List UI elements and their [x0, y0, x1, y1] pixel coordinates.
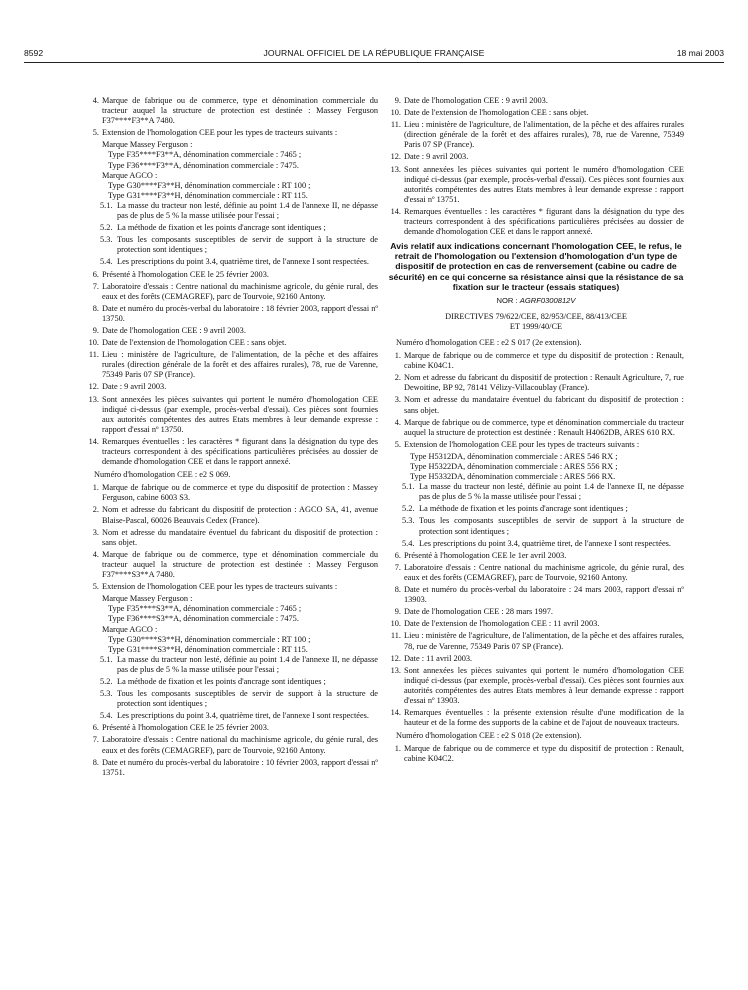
item-text: Remarques éventuelles : la présente extension résulte d'une modification de la hauteur et de la forme des supports de la cabine et de l'ajout de nouveaux tracteurs.	[404, 708, 684, 728]
item-text: Date : 9 avril 2003.	[102, 382, 167, 392]
numbered-item	[388, 551, 684, 561]
item-number: 7.	[92, 281, 99, 291]
item-text: Date : 9 avril 2003.	[404, 152, 469, 162]
item-number: 13.	[88, 394, 99, 404]
numbered-item	[388, 666, 684, 706]
item-text: La méthode de fixation et les points d'ancrage sont identiques ;	[117, 223, 326, 233]
numbered-item	[388, 585, 684, 605]
item-text: Les prescriptions du point 3.4, quatrième tiret, de l'annexe I sont respectées.	[117, 257, 369, 267]
item-number: 10.	[390, 619, 401, 629]
numbered-item	[388, 152, 684, 162]
right-column	[388, 96, 684, 767]
item-number: 5.	[394, 439, 401, 449]
item-number: 12.	[390, 152, 401, 162]
numbered-item	[86, 128, 378, 138]
issue-date: 18 mai 2003	[676, 48, 724, 58]
item-number: 8.	[92, 303, 99, 313]
header-rule	[24, 62, 724, 63]
item-text: Marque de fabrique ou de commerce et type du dispositif de protection : Renault, cabine K04C1.	[404, 351, 684, 371]
numbered-item	[86, 723, 378, 733]
item-text: Date de l'extension de l'homologation CEE : sans objet.	[404, 108, 589, 118]
item-text: Nom et adresse du mandataire éventuel du fabricant du dispositif de protection : sans objet.	[102, 527, 378, 547]
item-number: 2.	[92, 505, 99, 515]
item-number: 4.	[92, 549, 99, 559]
item-number: 9.	[394, 607, 401, 617]
numbered-item	[388, 96, 684, 106]
journal-title: JOURNAL OFFICIEL DE LA RÉPUBLIQUE FRANÇAISE	[263, 48, 485, 58]
numbered-item	[86, 582, 378, 592]
numbered-item	[86, 96, 378, 126]
item-number: 2.	[394, 373, 401, 383]
numbered-item	[388, 165, 684, 205]
tractor-type-line: Type H5332DA, dénomination commerciale : ARES 566 RX.	[410, 472, 616, 482]
item-text: Marque de fabrique ou de commerce, type et dénomination commerciale du tracteur auquel la structure de protection est destinée : Massey Ferguson F37****S3**A 7480.	[102, 549, 378, 580]
item-number: 14.	[390, 206, 401, 216]
item-text: La masse du tracteur non lesté, définie au point 1.4 de l'annexe II, ne dépasse pas de plus de 5 % la masse utilisée pour l'essai ;	[117, 654, 378, 674]
item-text: Remarques éventuelles : les caractères * figurant dans la désignation du type des tracteurs correspondent à des spécifications particulières précisées au dossier de demande d'homologation CEE et dans le rapport annexé.	[404, 206, 684, 237]
item-number: 10.	[88, 338, 99, 348]
item-number: 4.	[92, 96, 99, 105]
item-text: Date de l'homologation CEE : 28 mars 1997.	[404, 607, 553, 617]
item-text: Nom et adresse du fabricant du dispositif de protection : AGCO SA, 41, avenue Blaise-Pascal, 60026 Beauvais Cedex (France).	[102, 505, 378, 525]
item-text: La méthode de fixation et les points d'ancrage sont identiques ;	[419, 504, 628, 514]
item-number: 5.4.	[100, 711, 113, 721]
item-number: 6.	[92, 723, 99, 733]
item-number: 6.	[394, 550, 401, 560]
item-number: 7.	[394, 562, 401, 572]
item-number: 3.	[394, 395, 401, 405]
item-number: 1.	[394, 744, 401, 754]
item-number: 12.	[88, 382, 99, 392]
numbered-item	[86, 304, 378, 324]
homologation-number: Numéro d'homologation CEE : e2 S 017 (2e extension).	[396, 337, 582, 347]
item-text: Laboratoire d'essais : Centre national du machinisme agricole, du génie rural, des eaux et des forêts (CEMAGREF), parc de Tourvoie, 92160 Antony.	[404, 562, 684, 582]
numbered-item	[388, 708, 684, 728]
item-text: Les prescriptions du point 3.4, quatrième tiret, de l'annexe I sont respectées.	[419, 538, 671, 548]
item-text: Extension de l'homologation CEE pour les types de tracteurs suivants :	[102, 582, 338, 592]
item-text: Date : 11 avril 2003.	[404, 653, 473, 663]
numbered-item	[86, 395, 378, 435]
tractor-type-line: Type F36****F3**A, dénomination commerciale : 7475.	[108, 160, 299, 170]
tractor-type-line: Marque Massey Ferguson :	[102, 140, 193, 150]
tractor-type-line: Type G30****S3**H, dénomination commerciale : RT 100 ;	[108, 634, 311, 644]
tractor-type-line: Marque AGCO :	[102, 624, 158, 634]
item-text: Extension de l'homologation CEE pour les types de tracteurs suivants :	[102, 128, 338, 138]
item-text: Date de l'extension de l'homologation CEE : 11 avril 2003.	[404, 619, 600, 629]
item-number: 5.3.	[100, 235, 113, 245]
numbered-item	[86, 528, 378, 548]
item-number: 14.	[390, 708, 401, 718]
item-number: 5.1.	[100, 200, 113, 210]
item-text: Présenté à l'homologation CEE le 25 février 2003.	[102, 269, 269, 279]
item-number: 5.3.	[402, 516, 415, 526]
item-text: Tous les composants susceptibles de servir de support à la structure de protection sont identiques ;	[117, 235, 378, 255]
numbered-item	[86, 735, 378, 755]
item-number: 5.	[92, 128, 99, 138]
sub-item	[86, 655, 378, 675]
item-text: La méthode de fixation et les points d'ancrage sont identiques ;	[117, 676, 326, 686]
numbered-item	[86, 550, 378, 580]
item-number: 5.3.	[100, 689, 113, 699]
item-number: 11.	[88, 350, 99, 360]
item-number: 1.	[92, 483, 99, 493]
left-column	[86, 96, 378, 780]
numbered-item	[388, 395, 684, 415]
numbered-item	[388, 373, 684, 393]
numbered-item	[86, 350, 378, 380]
item-text: Tous les composants susceptibles de servir de support à la structure de protection sont identiques ;	[419, 516, 684, 536]
tractor-type-line: Type G30****F3**H, dénomination commerciale : RT 100 ;	[108, 180, 311, 190]
item-text: Date et numéro du procès-verbal du laboratoire : 10 février 2003, rapport d'essai nº 13751.	[102, 757, 378, 777]
numbered-item	[86, 270, 378, 280]
item-number: 9.	[394, 96, 401, 105]
numbered-item	[86, 437, 378, 467]
item-number: 6.	[92, 269, 99, 279]
nor-reference	[388, 296, 684, 306]
item-text: Nom et adresse du mandataire éventuel du fabricant du dispositif de protection : sans objet.	[404, 395, 684, 415]
item-text: Date de l'homologation CEE : 9 avril 2003.	[102, 325, 246, 335]
item-text: Extension de l'homologation CEE pour les types de tracteurs suivants :	[404, 439, 640, 449]
sub-item	[86, 257, 378, 267]
item-text: Marque de fabrique ou de commerce, type et dénomination commerciale du tracteur auquel la structure de protection est destinée : Massey Ferguson F37****F3**A 7480.	[102, 96, 378, 126]
item-text: Tous les composants susceptibles de servir de support à la structure de protection sont identiques ;	[117, 689, 378, 709]
tractor-type-line: Type F35****S3**A, dénomination commerciale : 7465 ;	[108, 604, 302, 614]
sub-item	[388, 504, 684, 514]
tractor-type-line: Type H5322DA, dénomination commerciale : ARES 556 RX ;	[410, 462, 618, 471]
sub-item	[86, 235, 378, 255]
tractor-type-line: Type F36****S3**A, dénomination commerciale : 7475.	[108, 614, 299, 624]
item-number: 8.	[394, 585, 401, 595]
item-number: 5.4.	[100, 257, 113, 267]
item-number: 13.	[390, 665, 401, 675]
item-text: Nom et adresse du fabricant du dispositif de protection : Renault Agriculture, 7, rue Dewoitine, BP 92, 78141 Vélizy-Villacoublay (France).	[404, 373, 684, 393]
tractor-type-line: Marque AGCO :	[102, 170, 158, 180]
item-number: 5.2.	[100, 676, 113, 686]
item-number: 13.	[390, 164, 401, 174]
numbered-item	[388, 108, 684, 118]
item-text: Date de l'extension de l'homologation CEE : sans objet.	[102, 338, 287, 348]
numbered-item	[86, 758, 378, 778]
item-text: Présenté à l'homologation CEE le 25 février 2003.	[102, 723, 269, 733]
item-text: Les prescriptions du point 3.4, quatrième tiret, de l'annexe I sont respectées.	[117, 711, 369, 721]
nor-code: AGRF0300812V	[519, 295, 576, 305]
tractor-type-line: Marque Massey Ferguson :	[102, 594, 193, 604]
item-text: La masse du tracteur non lesté, définie au point 1.4 de l'annexe II, ne dépasse pas de plus de 5 % la masse utilisée pour l'essai ;	[419, 482, 684, 502]
sub-item	[388, 539, 684, 549]
numbered-item	[86, 505, 378, 525]
item-text: Lieu : ministère de l'agriculture, de l'alimentation, de la pêche et des affaires rurales (direction générale de la forêt et des affaires rurales), 78, rue de Varenne, 75349 Paris 07 SP (France).	[404, 120, 684, 150]
numbered-item	[86, 382, 378, 392]
item-text: Laboratoire d'essais : Centre national du machinisme agricole, du génie rural, des eaux et des forêts (CEMAGREF), parc de Tourvoie, 92160 Antony.	[102, 281, 378, 301]
numbered-item	[388, 418, 684, 438]
item-number: 9.	[92, 325, 99, 335]
directives-line: ET 1999/40/CE	[509, 321, 563, 331]
item-text: Sont annexées les pièces suivantes qui portent le numéro d'homologation CEE indiqué ci-dessus (par exemple, procès-verbal d'essai). Ces pièces sont fournies aux autorités compétentes des autres Etats membres à leur demande expresse : rapport d'essai nº 13750.	[102, 394, 378, 434]
numbered-item	[86, 483, 378, 503]
item-number: 11.	[390, 120, 401, 130]
numbered-item	[388, 744, 684, 764]
item-number: 5.4.	[402, 538, 415, 548]
item-number: 5.	[92, 582, 99, 592]
item-number: 10.	[390, 108, 401, 118]
page-number: 8592	[24, 48, 44, 58]
sub-item	[388, 482, 684, 502]
item-text: Marque de fabrique ou de commerce et type du dispositif de protection : Renault, cabine K04C2.	[404, 744, 684, 764]
item-number: 14.	[88, 436, 99, 446]
item-number: 5.2.	[402, 504, 415, 514]
item-number: 5.1.	[100, 654, 113, 664]
item-text: Sont annexées les pièces suivantes qui portent le numéro d'homologation CEE indiqué ci-dessus (par exemple, procès-verbal d'essai). Ces pièces sont fournies aux autorités compétentes des autres Etats membres à leur demande expresse : rapport d'essai nº 13751.	[404, 164, 684, 204]
numbered-item	[388, 654, 684, 664]
item-text: Date et numéro du procès-verbal du laboratoire : 18 février 2003, rapport d'essai nº 13750.	[102, 303, 378, 323]
numbered-item	[388, 351, 684, 371]
numbered-item	[388, 440, 684, 450]
item-number: 1.	[394, 351, 401, 361]
item-text: Présenté à l'homologation CEE le 1er avril 2003.	[404, 550, 567, 560]
directives-line: DIRECTIVES 79/622/CEE, 82/953/CEE, 88/413/CEE	[445, 311, 627, 321]
tractor-type-line: Type G31****F3**H, dénomination commerciale : RT 115.	[108, 190, 308, 200]
numbered-item	[388, 120, 684, 150]
item-number: 4.	[394, 417, 401, 427]
item-text: Marque de fabrique ou de commerce et type du dispositif de protection : Massey Ferguson, cabine 6003 S3.	[102, 483, 378, 503]
numbered-item	[86, 338, 378, 348]
item-text: Date de l'homologation CEE : 9 avril 2003.	[404, 96, 548, 105]
sub-item	[86, 689, 378, 709]
numbered-item	[86, 326, 378, 336]
item-text: Remarques éventuelles : les caractères * figurant dans la désignation du type des tracteurs correspondent à des spécifications particulières précisées au dossier de demande d'homologation CEE et dans le rapport annexé.	[102, 436, 378, 467]
item-number: 5.2.	[100, 223, 113, 233]
item-text: Date et numéro du procès-verbal du laboratoire : 24 mars 2003, rapport d'essai nº 13903.	[404, 585, 684, 605]
notice-title: Avis relatif aux indications concernant l'homologation CEE, le refus, le retrait de l'homologation ou l'extension d'homologation d'un type de dispositif de protection en cas de renversement (cabine ou cadre de sécurité) en ce qui concerne sa résistance ainsi que la résistance de sa fixation sur le tracteur (essais statiques)	[388, 241, 684, 292]
item-number: 11.	[390, 631, 401, 641]
item-number: 3.	[92, 527, 99, 537]
homologation-number: Numéro d'homologation CEE : e2 S 018 (2e extension).	[396, 731, 582, 741]
numbered-item	[388, 619, 684, 629]
numbered-item	[86, 282, 378, 302]
item-text: Lieu : ministère de l'agriculture, de l'alimentation, de la pêche et des affaires rurales (direction générale de la forêt et des affaires rurales), 78, rue de Varenne, 75349 Paris 07 SP (France).	[102, 350, 378, 380]
numbered-item	[388, 563, 684, 583]
tractor-type-line: Type G31****S3**H, dénomination commerciale : RT 115.	[108, 644, 308, 654]
item-text: La masse du tracteur non lesté, définie au point 1.4 de l'annexe II, ne dépasse pas de plus de 5 % la masse utilisée pour l'essai ;	[117, 200, 378, 221]
sub-item	[86, 201, 378, 221]
sub-item	[86, 223, 378, 233]
homologation-number: Numéro d'homologation CEE : e2 S 069.	[94, 470, 231, 480]
item-text: Laboratoire d'essais : Centre national du machinisme agricole, du génie rural, des eaux et des forêts (CEMAGREF), parc de Tourvoie, 92160 Antony.	[102, 735, 378, 755]
sub-item	[86, 711, 378, 721]
item-number: 7.	[92, 735, 99, 745]
item-number: 8.	[92, 757, 99, 767]
tractor-type-line: Type F35****F3**A, dénomination commerciale : 7465 ;	[108, 150, 302, 160]
sub-item	[86, 677, 378, 687]
numbered-item	[388, 631, 684, 651]
tractor-type-line: Type H5312DA, dénomination commerciale : ARES 546 RX ;	[410, 451, 618, 461]
item-text: Lieu : ministère de l'agriculture, de l'alimentation, de la pêche et des affaires rurales, 78, rue de Varenne, 75349 Paris 07 SP (France).	[404, 631, 684, 651]
directives-reference	[388, 312, 684, 332]
item-number: 5.1.	[402, 482, 415, 492]
item-text: Sont annexées les pièces suivantes qui portent le numéro d'homologation CEE indiqué ci-dessus (par exemple, procès-verbal d'essai). Ces pièces sont fournies aux autorités compétentes des autres Etats membres à leur demande expresse : rapport d'essai nº 13903.	[404, 665, 684, 705]
nor-label: NOR :	[496, 295, 518, 305]
item-number: 12.	[390, 653, 401, 663]
sub-item	[388, 516, 684, 536]
numbered-item	[388, 207, 684, 237]
item-text: Marque de fabrique ou de commerce, type et dénomination commerciale du tracteur auquel la structure de protection est destinée : Renault H4062DB, ARES 610 RX.	[404, 417, 684, 437]
numbered-item	[388, 607, 684, 617]
